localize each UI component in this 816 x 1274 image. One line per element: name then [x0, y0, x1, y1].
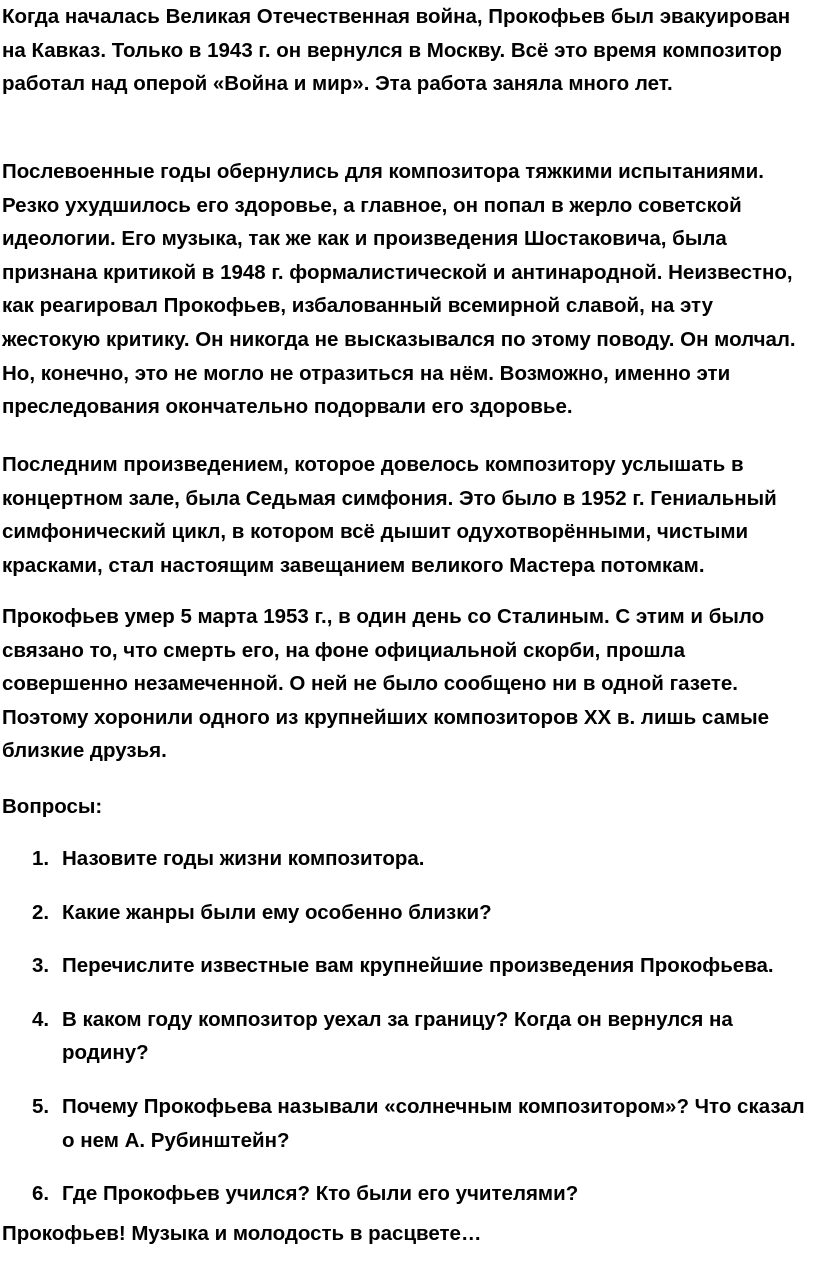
question-item	[2, 1090, 812, 1157]
paragraph-last-work: Последним произведением, которое довелось композитору услышать в концертном зале, была Седьмая симфония. Это было в 1952 г. Гениальный симфонический цикл, в котором всё дышит одухотворёнными, чистыми красками, стал настоящим завещанием великого Мастера потомкам.	[2, 453, 777, 577]
questions-heading: Вопросы:	[2, 795, 103, 818]
question-text: Перечислите известные вам крупнейшие произведения Прокофьева.	[62, 954, 774, 978]
question-text: В каком году композитор уехал за границу? Когда он вернулся на родину?	[62, 1007, 733, 1065]
question-item	[2, 842, 812, 876]
question-number: 1.	[32, 847, 50, 870]
question-text: Назовите годы жизни композитора.	[62, 847, 425, 870]
question-item	[2, 1003, 812, 1070]
question-number: 4.	[32, 1007, 50, 1031]
paragraph-postwar: Послевоенные годы обернулись для композитора тяжкими испытаниями. Резко ухудшилось его здоровье, а главное, он попал в жерло советской идеологии. Его музыка, так же как и произведения Шостаковича, была признана критикой в 1948 г. формалистической и антинародной. Неизвестно, как реагировал Прокофьев, избалованный всемирной славой, на эту жестокую критику. Он никогда не высказывался по этому поводу. Он молчал. Но, конечно, это не могло не отразиться на нём. Возможно, именно эти преследования окончательно подорвали его здоровье.	[2, 160, 796, 419]
question-item	[2, 896, 812, 930]
question-text: Почему Прокофьева называли «солнечным композитором»? Что сказал о нем А. Рубинштейн?	[62, 1094, 805, 1152]
question-item	[2, 1177, 812, 1211]
question-text: Где Прокофьев учился? Кто были его учителями?	[62, 1182, 579, 1206]
question-text: Какие жанры были ему особенно близки?	[62, 900, 492, 924]
question-number: 3.	[32, 954, 50, 978]
question-item	[2, 949, 812, 983]
paragraph-death: Прокофьев умер 5 марта 1953 г., в один день со Сталиным. С этим и было связано то, что смерть его, на фоне официальной скорби, прошла совершенно незамеченной. О ней не было сообщено ни в одной газете. Поэтому хоронили одного из крупнейших композиторов XX в. лишь самые близкие друзья.	[2, 605, 770, 763]
closing-line: Прокофьев! Музыка и молодость в расцвете…	[2, 1222, 482, 1245]
questions-list	[2, 842, 812, 1231]
question-number: 2.	[32, 900, 50, 924]
question-number: 6.	[32, 1182, 50, 1206]
question-number: 5.	[32, 1094, 50, 1118]
paragraph-evacuation: Когда началась Великая Отечественная война, Прокофьев был эвакуирован на Кавказ. Только в 1943 г. он вернулся в Москву. Всё это время композитор работал над оперой «Война и мир». Эта работа заняла много лет.	[2, 5, 791, 96]
